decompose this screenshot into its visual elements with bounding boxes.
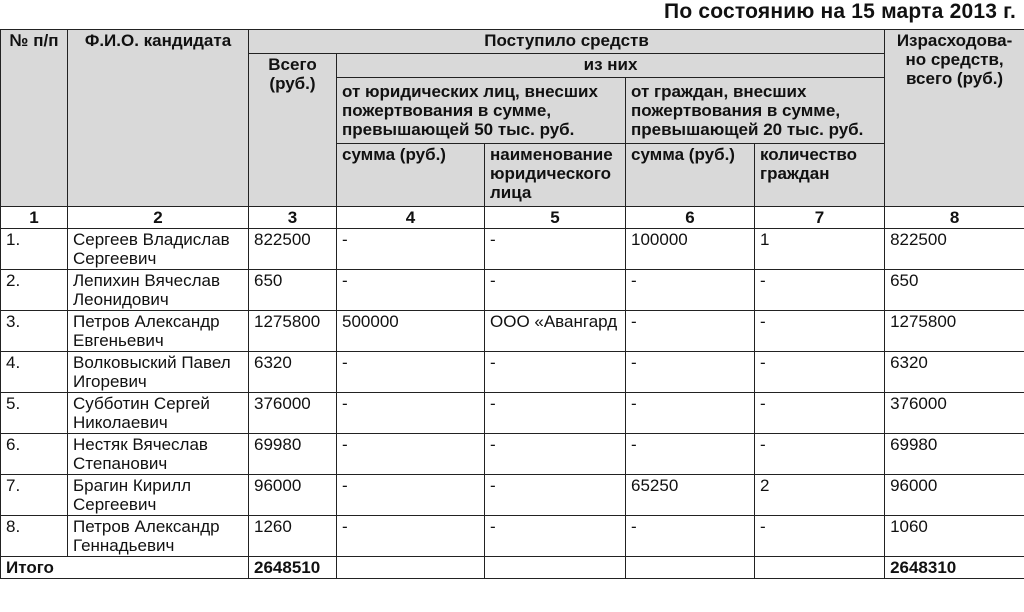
totals-empty-cell — [337, 557, 485, 579]
cell-citizens-sum: 100000 — [626, 229, 755, 270]
cell-legal-sum: - — [337, 516, 485, 557]
header-legal-name: наименование юридического лица — [485, 144, 626, 207]
table-row — [1, 229, 1024, 270]
cell-citizens-count: - — [755, 393, 885, 434]
table-row — [1, 270, 1024, 311]
totals-total: 2648510 — [249, 557, 337, 579]
cell-spent: 6320 — [885, 352, 1024, 393]
cell-citizens-count: - — [755, 311, 885, 352]
cell-citizens-count: - — [755, 516, 885, 557]
cell-total: 376000 — [249, 393, 337, 434]
totals-empty-cell — [755, 557, 885, 579]
report-date-caption: По состоянию на 15 марта 2013 г. — [664, 0, 1016, 23]
column-number: 1 — [1, 207, 68, 229]
column-number: 3 — [249, 207, 337, 229]
cell-total: 650 — [249, 270, 337, 311]
cell-total: 69980 — [249, 434, 337, 475]
cell-num: 3. — [1, 311, 68, 352]
cell-total: 822500 — [249, 229, 337, 270]
header-legal-sum: сумма (руб.) — [337, 144, 485, 207]
cell-citizens-sum: - — [626, 311, 755, 352]
cell-total: 1275800 — [249, 311, 337, 352]
cell-legal-sum: - — [337, 229, 485, 270]
cell-citizens-sum: - — [626, 434, 755, 475]
cell-num: 8. — [1, 516, 68, 557]
header-name: Ф.И.О. кандидата — [68, 30, 249, 207]
cell-num: 1. — [1, 229, 68, 270]
campaign-funds-table — [0, 29, 1024, 579]
cell-name: Петров Александр Геннадьевич — [68, 516, 249, 557]
table-row — [1, 311, 1024, 352]
cell-legal-sum: - — [337, 352, 485, 393]
cell-name: Волковыский Павел Игоревич — [68, 352, 249, 393]
header-citizens-sum: сумма (руб.) — [626, 144, 755, 207]
column-number: 4 — [337, 207, 485, 229]
column-number: 5 — [485, 207, 626, 229]
cell-total: 96000 — [249, 475, 337, 516]
cell-citizens-count: - — [755, 270, 885, 311]
totals-label: Итого — [1, 557, 249, 579]
cell-legal-name: ООО «Авангард — [485, 311, 626, 352]
header-citizens-count: количество граждан — [755, 144, 885, 207]
totals-empty-cell — [626, 557, 755, 579]
cell-spent: 650 — [885, 270, 1024, 311]
cell-name: Петров Александр Евгеньевич — [68, 311, 249, 352]
cell-legal-sum: - — [337, 393, 485, 434]
cell-citizens-sum: - — [626, 352, 755, 393]
cell-legal-name: - — [485, 352, 626, 393]
cell-num: 4. — [1, 352, 68, 393]
cell-num: 2. — [1, 270, 68, 311]
header-num: № п/п — [1, 30, 68, 207]
header-spent: Израсходова-но средств, всего (руб.) — [885, 30, 1024, 207]
totals-empty-cell — [485, 557, 626, 579]
column-number: 7 — [755, 207, 885, 229]
cell-citizens-count: 2 — [755, 475, 885, 516]
cell-spent: 69980 — [885, 434, 1024, 475]
cell-legal-name: - — [485, 270, 626, 311]
cell-total: 6320 — [249, 352, 337, 393]
cell-legal-name: - — [485, 393, 626, 434]
cell-spent: 376000 — [885, 393, 1024, 434]
cell-spent: 1275800 — [885, 311, 1024, 352]
cell-legal-sum: - — [337, 434, 485, 475]
cell-num: 7. — [1, 475, 68, 516]
header-from-legal: от юридических лиц, внесших пожертвования в сумме, превышающей 50 тыс. руб. — [337, 78, 626, 144]
cell-name: Лепихин Вячеслав Леонидович — [68, 270, 249, 311]
cell-citizens-sum: - — [626, 516, 755, 557]
cell-legal-name: - — [485, 475, 626, 516]
table-row — [1, 352, 1024, 393]
cell-legal-name: - — [485, 434, 626, 475]
cell-legal-name: - — [485, 516, 626, 557]
cell-citizens-sum: - — [626, 393, 755, 434]
cell-num: 5. — [1, 393, 68, 434]
totals-row — [1, 557, 1024, 579]
totals-spent: 2648310 — [885, 557, 1024, 579]
header-from-citizens: от граждан, внесших пожертвования в сумме, превышающей 20 тыс. руб. — [626, 78, 885, 144]
cell-name: Брагин Кирилл Сергеевич — [68, 475, 249, 516]
cell-legal-name: - — [485, 229, 626, 270]
header-of-them: из них — [337, 54, 885, 78]
cell-legal-sum: 500000 — [337, 311, 485, 352]
table-row — [1, 475, 1024, 516]
header-total: Всего (руб.) — [249, 54, 337, 207]
cell-name: Субботин Сергей Николаевич — [68, 393, 249, 434]
cell-total: 1260 — [249, 516, 337, 557]
cell-citizens-count: - — [755, 434, 885, 475]
cell-name: Сергеев Владислав Сергеевич — [68, 229, 249, 270]
cell-legal-sum: - — [337, 270, 485, 311]
column-number: 8 — [885, 207, 1024, 229]
column-number: 2 — [68, 207, 249, 229]
table-row — [1, 434, 1024, 475]
cell-num: 6. — [1, 434, 68, 475]
cell-spent: 822500 — [885, 229, 1024, 270]
cell-name: Нестяк Вячеслав Степанович — [68, 434, 249, 475]
cell-citizens-count: - — [755, 352, 885, 393]
cell-citizens-count: 1 — [755, 229, 885, 270]
column-number: 6 — [626, 207, 755, 229]
cell-citizens-sum: 65250 — [626, 475, 755, 516]
header-received: Поступило средств — [249, 30, 885, 54]
table-row — [1, 393, 1024, 434]
cell-spent: 96000 — [885, 475, 1024, 516]
cell-legal-sum: - — [337, 475, 485, 516]
cell-citizens-sum: - — [626, 270, 755, 311]
table-row — [1, 516, 1024, 557]
cell-spent: 1060 — [885, 516, 1024, 557]
